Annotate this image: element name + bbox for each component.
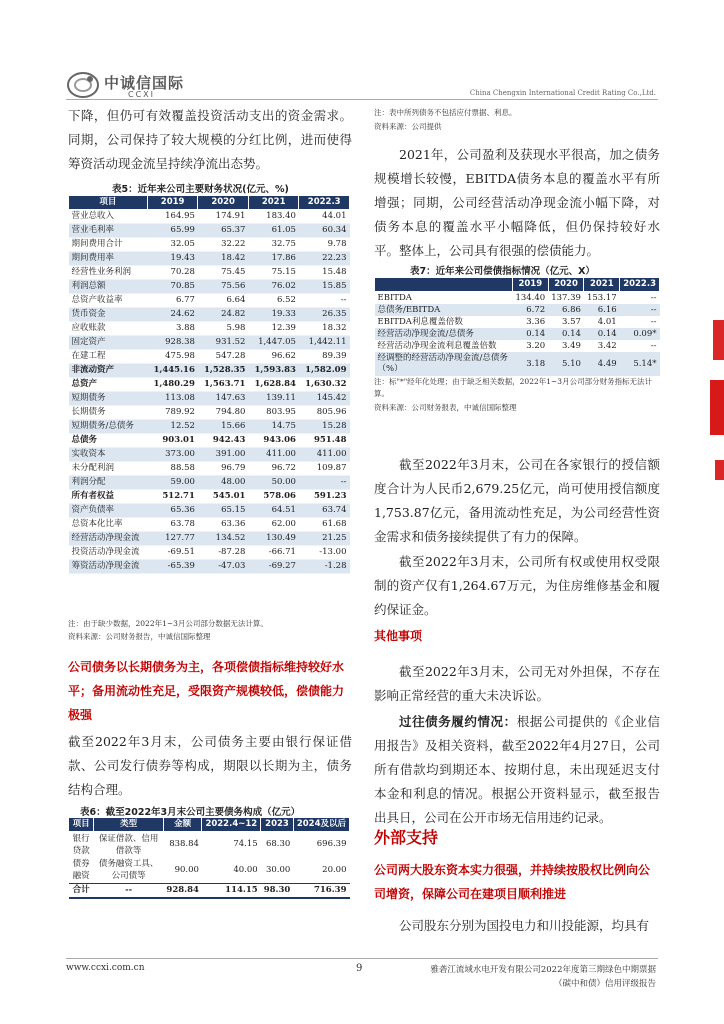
cell-value: 17.86	[248, 252, 299, 266]
footer-url[interactable]: www.ccxi.com.cn	[66, 963, 145, 973]
cell-value: 1,528.35	[198, 364, 249, 378]
table-row	[69, 476, 350, 490]
cell-value: 32.22	[198, 238, 249, 252]
cell-value: 32.05	[147, 238, 198, 252]
cell-value: 0.14	[584, 328, 620, 340]
table5-header-cell: 2020	[198, 196, 249, 210]
row-label: 经营活动净现金流利息覆盖倍数	[377, 341, 497, 351]
row-label: 货币资金	[69, 308, 148, 322]
left-para-2: 截至2022年3月末，公司债务主要由银行保证借款、公司发行债券等构成，期限以长期为主，债务结构合理。	[68, 734, 352, 797]
cell-value: 838.84	[169, 839, 199, 850]
external-support-title: 外部支持	[374, 828, 439, 847]
total-cell: 114.15	[202, 884, 261, 899]
cell-value: 1,630.32	[299, 378, 350, 392]
cell-value: 70.28	[147, 266, 198, 280]
cell-value: 373.00	[147, 448, 198, 462]
cell-value: 153.17	[586, 293, 617, 303]
row-label: 非流动资产	[69, 364, 148, 378]
cell-value: -13.00	[299, 546, 350, 560]
table-row	[69, 266, 350, 280]
cell-value: 1,480.29	[147, 378, 198, 392]
cell-value: 3.49	[562, 341, 581, 351]
table-row	[69, 336, 350, 350]
cell-value: 147.63	[198, 392, 249, 406]
cell-value: 65.15	[198, 504, 249, 518]
cell-value: 保证借款、信用借款等	[98, 833, 159, 856]
cell-value: -66.71	[248, 546, 299, 560]
cell-value: -87.28	[198, 546, 249, 560]
cell-value: 96.62	[248, 350, 299, 364]
table-row	[69, 420, 350, 434]
cell-value: 3.88	[147, 322, 198, 336]
cell-value: 70.85	[147, 280, 198, 294]
cell-value: -47.03	[198, 560, 249, 574]
table5-financials	[68, 195, 350, 574]
cell-value: 6.16	[584, 304, 620, 316]
cell-value: 74.15	[233, 839, 258, 850]
table-row	[69, 364, 350, 378]
cell-value: 59.00	[147, 476, 198, 490]
cell-value: 134.52	[198, 532, 249, 546]
table6-header-cell: 金额	[163, 818, 202, 832]
cell-value: 65.36	[147, 504, 198, 518]
table-row	[69, 252, 350, 266]
cell-value: 9.78	[299, 238, 350, 252]
row-label: 经营性业务利润	[69, 266, 148, 280]
table5-header-cell: 2019	[147, 196, 198, 210]
table-row	[69, 294, 350, 308]
table7-solvency	[374, 277, 660, 376]
right-note-top-1: 注：表中所列债务不包括应付票据、利息。	[374, 108, 517, 117]
right-para-3: 截至2022年3月末，公司所有权或使用权受限制的资产仅有1,264.67万元，为住房维修基金和履约保证金。	[374, 554, 660, 617]
cell-value: 3.57	[562, 317, 581, 327]
table5-header-cell: 2021	[248, 196, 299, 210]
table7-header-cell: 2021	[584, 278, 620, 292]
cell-value: 130.49	[248, 532, 299, 546]
cell-value: 65.37	[198, 224, 249, 238]
table6-header-row	[69, 818, 350, 832]
cell-value: 0.09*	[620, 328, 660, 340]
table-row	[69, 224, 350, 238]
cell-value: 109.87	[299, 462, 350, 476]
table7-header-cell: 2022.3	[620, 278, 660, 292]
cell-value: 805.96	[299, 406, 350, 420]
para5-bold-lead: 过往债务履约情况：	[399, 714, 517, 729]
footer-report-title-2: （碳中和债）信用评级报告	[553, 979, 656, 989]
table-row	[69, 280, 350, 294]
table-row	[375, 328, 660, 340]
cell-value: --	[620, 304, 660, 316]
table-row	[69, 378, 350, 392]
table-row	[69, 832, 350, 858]
logo-mark-icon	[66, 70, 100, 100]
cell-value: 591.23	[299, 490, 350, 504]
row-label: 经营活动净现金流	[69, 532, 148, 546]
total-cell: 98.30	[261, 884, 294, 899]
cell-value: 903.01	[147, 434, 198, 448]
row-label: 资产负债率	[69, 504, 148, 518]
table-row	[69, 308, 350, 322]
row-label: 经营活动净现金流/总债务	[375, 328, 513, 340]
cell-value: 512.71	[147, 490, 198, 504]
cell-value: 1,582.09	[299, 364, 350, 378]
table6-caption: 表6：截至2022年3月末公司主要债务构成（亿元）	[80, 807, 301, 818]
row-label: 总债务	[69, 434, 148, 448]
cell-value: --	[650, 341, 657, 351]
cell-value: 12.39	[248, 322, 299, 336]
cell-value: 4.01	[597, 317, 617, 327]
cell-value: 18.42	[198, 252, 249, 266]
right-para-6: 公司股东分别为国投电力和川投能源，均具有	[399, 918, 650, 933]
table7-note: 注：标"*"经年化处理；由于缺乏相关数据，2022年1~3月公司部分财务指标无法计算。	[374, 377, 653, 398]
cell-value: 1,593.83	[248, 364, 299, 378]
cell-value: 578.06	[248, 490, 299, 504]
header-divider	[66, 99, 658, 100]
cell-value: 3.20	[526, 341, 546, 351]
total-cell: 合计	[69, 884, 94, 899]
cell-value: 债券融资	[72, 859, 90, 882]
cell-value: 6.72	[512, 304, 548, 316]
cell-value: 1,628.84	[248, 378, 299, 392]
cell-value: 19.43	[147, 252, 198, 266]
row-label: 利润分配	[69, 476, 148, 490]
cell-value: 18.32	[299, 322, 350, 336]
cell-value: 164.95	[147, 210, 198, 224]
cell-value: --	[650, 293, 657, 303]
cell-value: -65.39	[147, 560, 198, 574]
cell-value: --	[650, 317, 657, 327]
row-label: 经调整的经营活动净现金流/总债务（%）	[375, 352, 513, 376]
table6-header-cell: 类型	[94, 818, 164, 832]
logo-name: 中诚信国际	[104, 74, 185, 92]
table-row	[69, 858, 350, 884]
cell-value: 24.62	[147, 308, 198, 322]
cell-value: 145.42	[299, 392, 350, 406]
table5-header-cell: 项目	[69, 196, 148, 210]
row-label: 期间费用合计	[69, 238, 148, 252]
row-label: 营业总收入	[69, 210, 148, 224]
cell-value: 5.10	[548, 352, 584, 376]
table6-debt-structure	[68, 817, 350, 899]
company-en-name: China Chengxin International Credit Rating Co.,Ltd.	[469, 89, 656, 97]
cell-value: -69.51	[147, 546, 198, 560]
table-row	[69, 322, 350, 336]
cell-value: 32.75	[248, 238, 299, 252]
right-para-5	[374, 710, 660, 830]
cell-value: 65.99	[147, 224, 198, 238]
cell-value: 1,447.05	[248, 336, 299, 350]
cell-value: -1.28	[299, 560, 350, 574]
cell-value: 134.40	[515, 293, 546, 303]
cell-value: 30.00	[265, 864, 291, 875]
cell-value: 1,445.16	[147, 364, 198, 378]
cell-value: 61.68	[299, 518, 350, 532]
row-label: 筹资活动净现金流	[69, 560, 148, 574]
cell-value: 137.39	[551, 293, 581, 303]
cell-value: 75.56	[198, 280, 249, 294]
row-label: 总债务/EBITDA	[375, 304, 513, 316]
total-cell: 928.84	[163, 884, 202, 899]
table-row	[69, 392, 350, 406]
cell-value: 411.00	[299, 448, 350, 462]
cell-value: 545.01	[198, 490, 249, 504]
cell-value: 68.30	[265, 839, 291, 850]
table-row	[375, 340, 660, 352]
cell-value: 89.39	[299, 350, 350, 364]
company-logo	[66, 70, 196, 102]
cell-value: 803.95	[248, 406, 299, 420]
cell-value: 5.98	[198, 322, 249, 336]
row-label: EBITDA利息覆盖倍数	[377, 317, 463, 327]
cell-value: 75.15	[248, 266, 299, 280]
total-cell: --	[94, 884, 164, 899]
table-row	[375, 316, 660, 328]
cell-value: 26.35	[299, 308, 350, 322]
cell-value: 411.00	[248, 448, 299, 462]
table6-header-cell: 2024及以后	[293, 818, 349, 832]
cell-value: 15.66	[198, 420, 249, 434]
cell-value: 21.25	[299, 532, 350, 546]
cell-value: 14.75	[248, 420, 299, 434]
table-total-row	[69, 884, 350, 899]
row-label: EBITDA	[377, 293, 412, 303]
cell-value: 113.08	[147, 392, 198, 406]
logo-sub: CCXI	[128, 90, 156, 99]
table-row	[69, 560, 350, 574]
right-para-4: 截至2022年3月末，公司无对外担保，不存在影响正常经营的重大未决诉讼。	[374, 664, 660, 703]
table-row	[375, 352, 660, 376]
cell-value: 22.23	[299, 252, 350, 266]
table7-caption: 表7：近年来公司偿债指标情况（亿元、X）	[410, 266, 595, 277]
cell-value: -69.27	[248, 560, 299, 574]
table-row	[69, 462, 350, 476]
cell-value: 174.91	[198, 210, 249, 224]
external-support-subtitle: 公司两大股东资本实力很强，并持续按股权比例向公司增资，保障公司在建项目顺利推进	[374, 863, 651, 901]
cell-value: 债务融资工具、公司债等	[98, 859, 159, 882]
table-row	[69, 546, 350, 560]
cell-value: 127.77	[147, 532, 198, 546]
row-label: 未分配利润	[69, 462, 148, 476]
cell-value: 6.64	[198, 294, 249, 308]
row-label: 短期债务	[69, 392, 148, 406]
right-para-2: 截至2022年3月末，公司在各家银行的授信额度合计为人民币2,679.25亿元，尚可使用授信额度1,753.87亿元，备用流动性充足，为公司经营性资金需求和债务接续提供了有力的保障。	[374, 457, 660, 544]
cell-value: 0.14	[548, 328, 584, 340]
cell-value: 475.98	[147, 350, 198, 364]
right-para-1: 2021年，公司盈利及获现水平很高，加之债务规模增长较慢，EBITDA债务本息的覆盖水平有所增强；同期，公司经营活动净现金流小幅下降，对债务本息的覆盖水平小幅降低，但仍保持较好水平。整体上，公司具有很强的偿债能力。	[374, 147, 660, 258]
cell-value: 76.02	[248, 280, 299, 294]
row-label: 短期债务/总债务	[69, 420, 148, 434]
table-row	[69, 406, 350, 420]
table-row	[69, 448, 350, 462]
cell-value: 943.06	[248, 434, 299, 448]
cell-value: 19.33	[248, 308, 299, 322]
cell-value: 931.52	[198, 336, 249, 350]
cell-value: 12.52	[147, 420, 198, 434]
cell-value: 40.00	[233, 864, 258, 875]
table-row	[375, 304, 660, 316]
cell-value: 3.36	[526, 317, 546, 327]
row-label: 应收账款	[69, 322, 148, 336]
cell-value: 60.34	[299, 224, 350, 238]
table-row	[69, 434, 350, 448]
cell-value: 15.85	[299, 280, 350, 294]
row-label: 所有者权益	[69, 490, 148, 504]
table-row	[69, 518, 350, 532]
cell-value: 银行贷款	[72, 833, 90, 856]
cell-value: 96.72	[248, 462, 299, 476]
table-row	[69, 490, 350, 504]
cell-value: 20.00	[322, 864, 347, 875]
row-label: 投资活动净现金流	[69, 546, 148, 560]
cell-value: 139.11	[248, 392, 299, 406]
table7-header-cell	[375, 278, 513, 292]
table7-header-cell: 2019	[512, 278, 548, 292]
table6-header-cell: 2023	[261, 818, 294, 832]
row-label: 实收资本	[69, 448, 148, 462]
cell-value: 24.82	[198, 308, 249, 322]
cell-value: 794.80	[198, 406, 249, 420]
left-para-1: 下降，但仍可有效覆盖投资活动支出的资金需求。同期，公司保持了较大规模的分红比例，进而使得筹资活动现金流呈持续净流出态势。	[68, 108, 352, 171]
cell-value: 1,442.11	[299, 336, 350, 350]
table5-source: 资料来源：公司财务报告，中诚信国际整理	[68, 632, 211, 641]
cell-value: 6.86	[548, 304, 584, 316]
cell-value: 1,563.71	[198, 378, 249, 392]
cell-value: 44.01	[299, 210, 350, 224]
cell-value: 6.52	[248, 294, 299, 308]
cell-value: 0.14	[512, 328, 548, 340]
cell-value: 789.92	[147, 406, 198, 420]
para5-body: 根据公司提供的《企业信用报告》及相关资料，截至2022年4月27日，公司所有借款均到期还本、按期付息，未出现延迟支付本金和利息的情况。根据公开资料显示，截至报告出具日，公司在公开市场无信用违约记录。	[374, 714, 660, 825]
table-row	[375, 292, 660, 305]
cell-value: 391.00	[198, 448, 249, 462]
cell-value: 951.48	[299, 434, 350, 448]
right-note-top-2: 资料来源：公司提供	[374, 122, 442, 131]
table-row	[69, 238, 350, 252]
cell-value: 64.51	[248, 504, 299, 518]
cell-value: 90.00	[174, 864, 199, 875]
cell-value: 183.40	[248, 210, 299, 224]
cell-value: 942.43	[198, 434, 249, 448]
cell-value: 75.45	[198, 266, 249, 280]
cell-value: 63.74	[299, 504, 350, 518]
cell-value: 96.79	[198, 462, 249, 476]
row-label: 在建工程	[69, 350, 148, 364]
row-label: 总资产	[69, 378, 148, 392]
table-row	[69, 210, 350, 224]
cell-value: --	[299, 294, 350, 308]
other-matters-title: 其他事项	[374, 629, 423, 643]
cell-value: 696.39	[316, 839, 347, 850]
table-row	[69, 532, 350, 546]
cell-value: 63.36	[198, 518, 249, 532]
row-label: 营业毛利率	[69, 224, 148, 238]
debt-section-title: 公司债务以长期债务为主，各项偿债指标维持较好水平；备用流动性充足，受限资产规模较低，偿债能力极强	[68, 660, 345, 722]
page-number: 9	[356, 963, 363, 974]
cell-value: 3.18	[512, 352, 548, 376]
total-cell: 716.39	[293, 884, 349, 899]
cell-value: 6.77	[147, 294, 198, 308]
table5-header-cell: 2022.3	[299, 196, 350, 210]
cell-value: 15.28	[299, 420, 350, 434]
cell-value: 4.49	[584, 352, 620, 376]
table7-header-row	[375, 278, 660, 292]
cell-value: 62.00	[248, 518, 299, 532]
cell-value: 50.00	[248, 476, 299, 490]
cell-value: 547.28	[198, 350, 249, 364]
table5-caption: 表5：近年来公司主要财务状况(亿元、%)	[112, 184, 289, 195]
table7-header-cell: 2020	[548, 278, 584, 292]
footer-report-title-1: 雅砻江流域水电开发有限公司2022年度第三期绿色中期票据	[430, 965, 656, 975]
cell-value: 5.14*	[620, 352, 660, 376]
row-label: 固定资产	[69, 336, 148, 350]
cell-value: 15.48	[299, 266, 350, 280]
row-label: 长期债务	[69, 406, 148, 420]
row-label: 总资本化比率	[69, 518, 148, 532]
cell-value: 3.42	[597, 341, 617, 351]
cell-value: 88.58	[147, 462, 198, 476]
footer-divider	[66, 958, 658, 959]
table5-header-row	[69, 196, 350, 210]
table5-note: 注：由于缺少数据，2022年1~3月公司部分数据无法计算。	[68, 619, 268, 628]
table-row	[69, 350, 350, 364]
cell-value: 928.38	[147, 336, 198, 350]
row-label: 总资产收益率	[69, 294, 148, 308]
cell-value: 63.78	[147, 518, 198, 532]
cell-value: --	[299, 476, 350, 490]
table7-source: 资料来源：公司财务报表，中诚信国际整理	[374, 403, 517, 412]
table6-header-cell: 2022.4~12	[202, 818, 261, 832]
table-row	[69, 504, 350, 518]
cell-value: 61.05	[248, 224, 299, 238]
cell-value: 48.00	[198, 476, 249, 490]
table6-header-cell: 项目	[69, 818, 94, 832]
row-label: 期间费用率	[69, 252, 148, 266]
seal-fragment-icon	[710, 320, 724, 500]
row-label: 利润总额	[69, 280, 148, 294]
